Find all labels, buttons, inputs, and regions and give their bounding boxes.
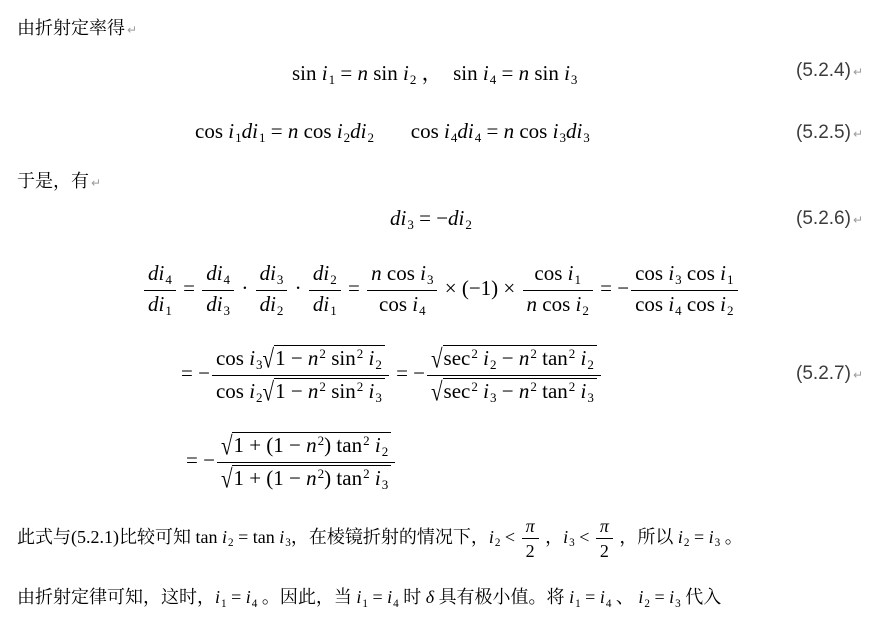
math-text: = (481, 119, 504, 143)
math-text: · (236, 276, 254, 301)
math-text: × (−1) × (439, 276, 521, 301)
paragraph-conclusion-1 (17, 516, 743, 561)
math-italic: i (580, 346, 587, 371)
math-subscript: 4 (393, 597, 399, 610)
math-text: cos (410, 119, 445, 143)
math-superscript: 2 (530, 378, 537, 394)
math-italic: π (525, 516, 535, 536)
paragraph-thus (17, 167, 101, 193)
math-numerator (367, 262, 437, 290)
math-subscript: 4 (419, 302, 426, 318)
math-text: = − (594, 276, 630, 301)
math-subscript: 1 (727, 272, 734, 288)
math-text: cos (215, 346, 250, 371)
math-superscript: 2 (568, 346, 576, 361)
math-italic: i (374, 433, 381, 458)
math-denominator (202, 290, 234, 319)
math-numerator (523, 262, 593, 290)
math-italic: n (307, 346, 319, 371)
math-text: ) tan (324, 466, 363, 491)
paragraph-text: 于是，有 (17, 171, 89, 191)
math-italic: di (312, 261, 330, 285)
math-denominator (217, 462, 395, 493)
equation-number-text: (5.2.7) (796, 363, 851, 384)
math-text: ， sin (416, 61, 483, 85)
math-subscript: 3 (569, 537, 575, 550)
math-italic: di (350, 119, 367, 143)
math-subscript: 3 (375, 390, 382, 406)
math-italic: i (638, 587, 644, 607)
equation-527-line-2 (181, 345, 603, 406)
math-text: = (689, 526, 709, 547)
math-text: = − (390, 361, 426, 386)
math-italic: i (668, 291, 675, 316)
math-subscript: 1 (362, 597, 368, 610)
math-fraction (427, 345, 601, 406)
math-subscript: 2 (381, 444, 389, 460)
math-text: sec (443, 379, 471, 404)
math-italic: di (148, 261, 165, 285)
math-italic: n (526, 291, 538, 316)
math-numerator (217, 432, 395, 462)
math-subscript: 1 (221, 597, 227, 610)
math-text: cos (681, 261, 721, 285)
math-subscript: 2 (465, 217, 472, 233)
math-text: cos (195, 119, 229, 143)
math-italic: i (374, 466, 381, 491)
math-fraction (523, 262, 593, 318)
math-text: − (496, 346, 519, 371)
math-text: cos (635, 291, 669, 316)
math-sqrt (263, 345, 385, 373)
math-text: 1 − (275, 379, 308, 404)
equation-525-math (195, 119, 590, 146)
math-radicand (232, 432, 391, 460)
math-text: ， (540, 526, 564, 547)
math-italic: i (245, 587, 251, 607)
math-subscript: 2 (409, 72, 417, 88)
equation-number-text: (5.2.4) (796, 60, 851, 81)
math-text: 2 (599, 541, 609, 562)
math-italic: i (488, 526, 494, 547)
math-denominator (144, 290, 176, 319)
math-subscript: 3 (276, 272, 284, 288)
math-radicand (443, 378, 597, 406)
radical-sign-icon: √ (220, 464, 233, 495)
math-superscript: 2 (356, 378, 364, 394)
math-italic: i (279, 526, 285, 547)
math-italic: n (357, 61, 368, 85)
math-text: cos (379, 291, 413, 316)
math-sqrt (221, 465, 391, 493)
math-italic: i (387, 587, 393, 607)
equation-number-text: (5.2.5) (796, 122, 851, 143)
math-italic: di (259, 291, 276, 316)
math-italic: n (503, 119, 515, 143)
math-italic: i (412, 291, 419, 316)
math-subscript: 2 (343, 130, 351, 146)
math-numerator (309, 262, 341, 290)
equation-525-number (796, 122, 863, 144)
math-italic: n (518, 379, 530, 404)
math-italic: i (356, 587, 362, 607)
math-denominator (309, 290, 341, 319)
math-text: ) tan (324, 433, 363, 458)
math-subscript: 3 (381, 477, 389, 493)
math-italic: i (483, 379, 489, 404)
math-italic: i (669, 587, 675, 607)
math-italic: i (249, 379, 256, 404)
math-subscript: 2 (330, 272, 337, 288)
math-italic: i (552, 119, 559, 143)
math-italic: n (307, 379, 319, 404)
math-superscript: 2 (471, 346, 478, 361)
math-italic: n (371, 261, 382, 285)
math-subscript: 2 (228, 537, 234, 550)
math-italic: i (483, 346, 489, 371)
equation-527-number (796, 363, 863, 385)
math-text: < (574, 526, 594, 547)
math-text: 由折射定律可知，这时， (17, 587, 215, 607)
math-italic: i (221, 526, 227, 547)
math-subscript: 3 (223, 302, 231, 318)
math-text: 、 (611, 587, 639, 607)
math-italic: i (708, 526, 714, 547)
math-italic: n (287, 119, 299, 143)
math-fraction (596, 516, 613, 561)
math-superscript: 2 (363, 433, 370, 448)
math-italic: di (259, 261, 276, 285)
math-italic: di (148, 291, 165, 316)
math-text: sin (325, 379, 356, 404)
math-radicand (274, 345, 385, 373)
math-fraction (367, 262, 437, 318)
math-subscript: 2 (587, 357, 594, 373)
radical-sign-icon: √ (262, 344, 275, 375)
math-sqrt (431, 345, 597, 373)
math-numerator (256, 262, 288, 290)
math-subscript: 3 (714, 537, 721, 550)
math-subscript: 1 (165, 302, 172, 318)
radical-sign-icon: √ (431, 377, 443, 408)
math-text: cos (381, 261, 421, 285)
math-radicand (232, 465, 391, 493)
math-italic: i (402, 61, 409, 85)
math-italic: i (575, 291, 582, 316)
math-subscript: 1 (258, 130, 266, 146)
math-subscript: 3 (587, 390, 594, 406)
math-text: sin (367, 61, 403, 85)
paragraph-text: 由折射定率得 (17, 18, 125, 38)
math-italic: n (306, 433, 317, 458)
math-italic: n (518, 61, 530, 85)
math-italic: δ (425, 587, 435, 607)
paragraph-mark-icon: ↵ (852, 213, 863, 227)
math-text: = − (181, 361, 210, 386)
math-subscript: 2 (276, 302, 284, 318)
math-denominator (212, 375, 389, 406)
math-denominator (596, 538, 613, 561)
paragraph-mark-icon: ↵ (852, 368, 863, 382)
math-radicand (443, 345, 597, 373)
math-italic: i (336, 119, 343, 143)
math-text: cos (534, 261, 568, 285)
math-italic: i (444, 119, 450, 143)
math-text: = (226, 587, 246, 607)
math-subscript: 4 (675, 302, 682, 318)
math-fraction (144, 262, 176, 318)
math-numerator (212, 345, 389, 375)
math-subscript: 1 (235, 130, 242, 146)
math-subscript: 4 (165, 272, 172, 288)
math-italic: n (518, 346, 530, 371)
math-subscript: 4 (450, 130, 458, 146)
math-text: cos (635, 261, 669, 285)
math-text: 1 + (1 − (233, 466, 307, 491)
math-superscript: 2 (471, 378, 478, 394)
math-text: = (342, 276, 366, 301)
math-denominator (427, 375, 601, 406)
math-subscript: 1 (575, 597, 581, 610)
math-text: cos (537, 291, 576, 316)
math-subscript: 4 (605, 597, 612, 610)
math-italic: i (668, 261, 675, 285)
math-fraction (202, 262, 234, 318)
math-subscript: 3 (489, 390, 497, 406)
math-text: cos (681, 291, 721, 316)
math-text: = (580, 587, 600, 607)
math-text: · (289, 276, 307, 301)
math-italic: i (321, 61, 328, 85)
math-text: 1 + (1 − (233, 433, 307, 458)
math-italic: i (564, 61, 570, 85)
math-italic: di (312, 291, 330, 316)
math-italic: i (249, 346, 256, 371)
math-text: ，所以 (614, 526, 678, 547)
math-superscript: 2 (363, 465, 370, 481)
equation-527-line-1 (142, 262, 740, 318)
math-fraction (256, 262, 288, 318)
math-fraction (212, 345, 389, 406)
math-text: sin (529, 61, 565, 85)
math-subscript: 1 (574, 272, 581, 288)
math-italic: di (390, 206, 407, 230)
math-fraction (631, 262, 737, 318)
paragraph-conclusion-2 (17, 583, 721, 610)
math-subscript: 4 (223, 272, 231, 288)
math-italic: di (457, 119, 474, 143)
math-text: = (367, 587, 388, 607)
math-italic: i (420, 261, 426, 285)
math-italic: i (563, 526, 569, 547)
math-text: = − (186, 448, 215, 473)
math-italic: i (567, 261, 574, 285)
math-text: = tan (233, 526, 280, 547)
math-denominator (522, 538, 539, 561)
math-subscript: 3 (285, 537, 291, 550)
paragraph-mark-icon: ↵ (852, 65, 863, 79)
math-subscript: 1 (328, 72, 336, 88)
math-text: 2 (525, 541, 535, 562)
math-text: sec (443, 346, 471, 371)
math-text: tan (536, 346, 568, 371)
math-text: < (500, 526, 520, 547)
math-subscript: 2 (494, 537, 501, 550)
math-numerator (596, 516, 613, 538)
math-numerator (631, 262, 737, 290)
math-text: tan (536, 379, 568, 404)
math-sqrt (263, 378, 385, 406)
math-numerator (144, 262, 176, 290)
math-text: sin (292, 61, 322, 85)
math-denominator (256, 290, 288, 319)
equation-526-number (796, 208, 863, 230)
math-subscript: 3 (559, 130, 566, 146)
math-text: = (265, 119, 288, 143)
math-sqrt (221, 432, 391, 460)
math-subscript: 2 (367, 130, 375, 146)
math-text: = (177, 276, 201, 301)
math-sqrt (431, 378, 597, 406)
math-italic: i (482, 61, 489, 85)
math-text: cos (215, 379, 250, 404)
math-italic: π (599, 516, 609, 536)
math-italic: n (306, 466, 317, 491)
math-numerator (427, 345, 601, 375)
math-subscript: 2 (375, 357, 382, 373)
paragraph-mark-icon: ↵ (852, 127, 863, 141)
math-fraction (309, 262, 341, 318)
math-subscript: 1 (330, 302, 337, 318)
math-fraction (522, 516, 539, 561)
math-superscript: 2 (317, 433, 325, 448)
math-denominator (367, 290, 437, 319)
math-subscript: 3 (426, 272, 434, 288)
math-text: 代入 (680, 587, 722, 607)
radical-sign-icon: √ (262, 377, 275, 408)
math-italic: i (368, 379, 375, 404)
math-text: = (335, 61, 358, 85)
math-superscript: 2 (568, 378, 576, 394)
math-text: cos (298, 119, 337, 143)
math-italic: i (215, 587, 221, 607)
math-denominator (631, 290, 737, 319)
math-subscript: 2 (489, 357, 497, 373)
equation-527-line-3 (186, 432, 397, 493)
math-text: = (496, 61, 519, 85)
math-text: − (496, 379, 519, 404)
math-subscript: 2 (727, 302, 734, 318)
math-italic: i (368, 346, 375, 371)
math-numerator (522, 516, 539, 538)
paragraph-intro (17, 14, 137, 40)
math-subscript: 2 (256, 390, 263, 406)
math-text: cos (514, 119, 553, 143)
math-text: sin (325, 346, 356, 371)
math-subscript: 3 (570, 72, 578, 88)
math-text: 。 (720, 526, 743, 547)
math-italic: di (206, 261, 223, 285)
math-italic: di (241, 119, 258, 143)
math-subscript: 4 (489, 72, 497, 88)
math-text: ，在棱镜折射的情况下， (290, 526, 489, 547)
math-subscript: 3 (256, 357, 263, 373)
math-text: 此式与(5.2.1)比较可知 tan (17, 526, 222, 547)
math-superscript: 2 (356, 346, 364, 361)
math-denominator (523, 290, 593, 319)
equation-524-math (292, 57, 577, 88)
equation-526-math (390, 206, 472, 233)
math-subscript: 3 (407, 217, 414, 233)
math-subscript: 4 (474, 130, 482, 146)
math-fraction (217, 432, 395, 493)
math-text: = (650, 587, 670, 607)
math-italic: i (720, 261, 727, 285)
math-italic: i (677, 526, 683, 547)
equation-number-text: (5.2.6) (796, 208, 851, 229)
math-subscript: 3 (675, 597, 681, 610)
math-italic: i (599, 587, 605, 607)
equation-524-number (796, 60, 863, 82)
radical-sign-icon: √ (220, 431, 233, 462)
math-radicand (274, 378, 385, 406)
math-subscript: 4 (251, 597, 258, 610)
math-text (374, 119, 411, 143)
math-subscript: 2 (683, 537, 690, 550)
math-subscript: 2 (644, 597, 650, 610)
math-subscript: 3 (583, 130, 590, 146)
math-italic: i (580, 379, 587, 404)
math-numerator (202, 262, 234, 290)
math-text: 时 (398, 587, 426, 607)
math-italic: i (228, 119, 235, 143)
math-text: 。因此，当 (257, 587, 357, 607)
math-subscript: 2 (582, 302, 589, 318)
math-italic: i (569, 587, 575, 607)
math-italic: di (206, 291, 223, 316)
math-italic: di (565, 119, 583, 143)
math-superscript: 2 (319, 346, 326, 361)
paragraph-mark-icon: ↵ (91, 176, 102, 190)
math-italic: di (448, 206, 465, 230)
math-superscript: 2 (530, 346, 537, 361)
math-subscript: 3 (675, 272, 682, 288)
math-superscript: 2 (317, 465, 325, 481)
math-superscript: 2 (319, 378, 326, 394)
math-text: 具有极小值。将 (434, 587, 570, 607)
paragraph-mark-icon: ↵ (127, 23, 138, 37)
math-text: 1 − (275, 346, 308, 371)
radical-sign-icon: √ (431, 344, 443, 375)
math-italic: i (720, 291, 727, 316)
math-text: = − (413, 206, 449, 230)
